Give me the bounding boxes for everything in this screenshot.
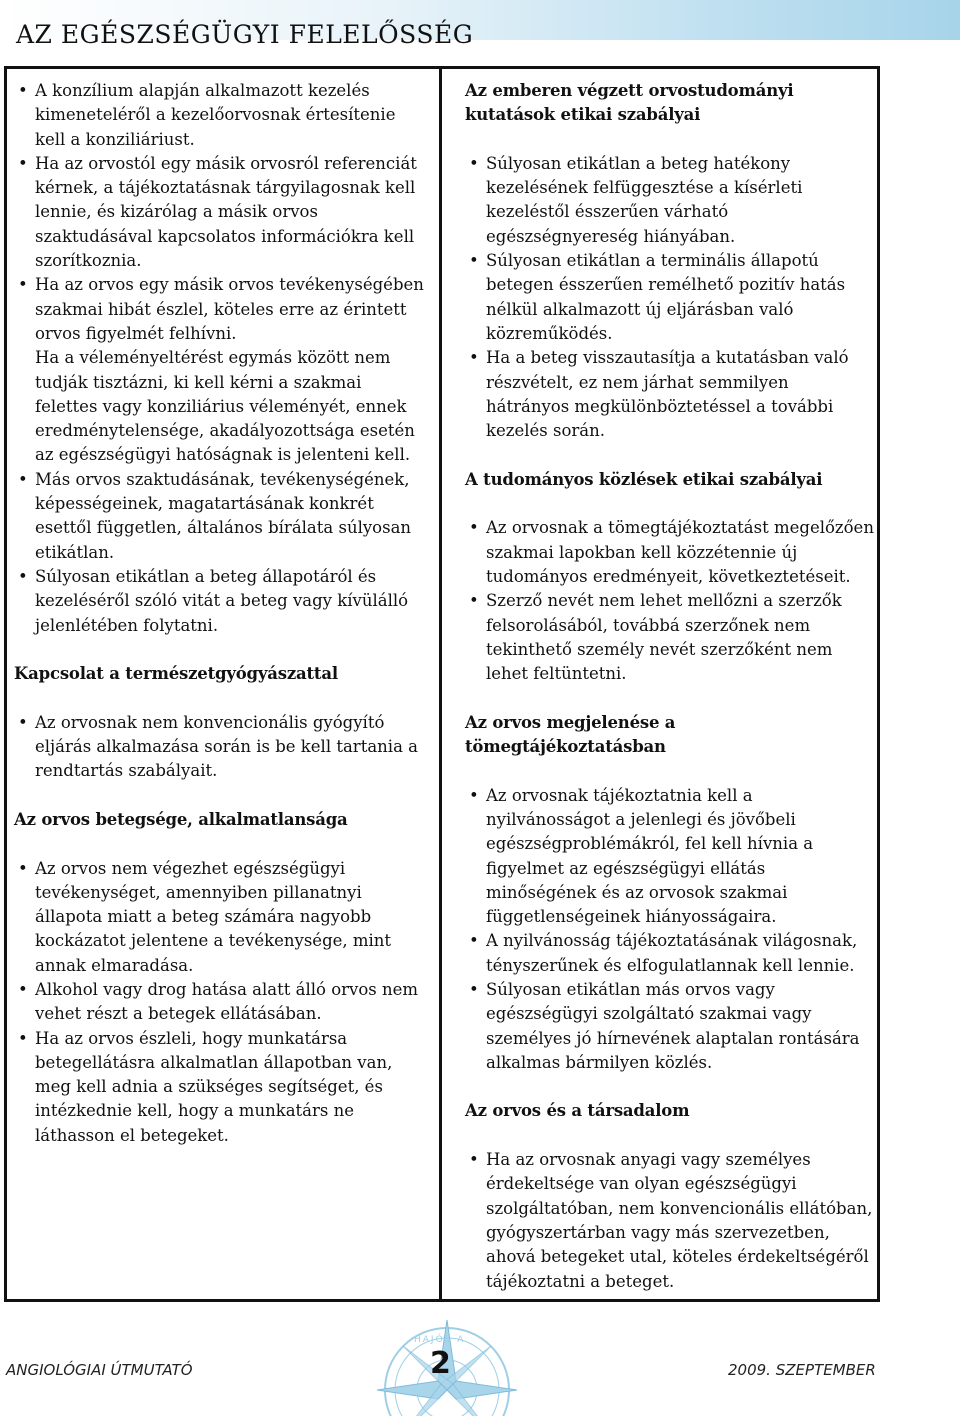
section-heading: Kapcsolat a természetgyógyászattal [14,664,338,684]
list-item: • Ha az orvos észleli, hogy munkatársa betegellátásra alkalmatlan állapotban van, meg kell adnia a szükséges segítséget, és intézkednie kell, hogy a munkatárs ne láthasson el betegeket. [18,1028,393,1145]
left-bullet-list-1 [14,79,424,346]
bullet-icon: • [18,979,28,999]
bullet-icon: • [469,251,479,271]
list-item: • Az orvos nem végezhet egészségügyi tevékenységet, amennyiben pillanatnyi állapota miatt a beteg számára nagyobb kockázatot jelentene a tevékenysége, mint annak elmaradása. [18,858,392,975]
bullet-icon: • [18,81,28,100]
bullet-icon: • [469,348,479,368]
page-title: AZ EGÉSZSÉGÜGYI FELELŐSSÉG [16,19,474,49]
section-heading: Az emberen végzett orvostudományi kutatások etikai szabályai [465,81,794,125]
list-item: • Ha a beteg visszautasítja a kutatásban való részvételt, ez nem járhat semmilyen hátrányos megkülönböztetéssel a további kezelés során. [469,348,849,441]
section-heading: A tudományos közlések etikai szabályai [465,469,823,489]
section-heading: Az orvos és a társadalom [465,1101,690,1121]
left-bullet-list-3 [14,711,424,784]
section-heading: Az orvos betegsége, alkalmatlansága [14,809,348,829]
bullet-icon: • [469,591,479,611]
bullet-icon: • [18,153,28,173]
list-item: • Alkohol vagy drog hatása alatt álló orvos nem vehet részt a betegek ellátásában. [18,979,419,1024]
footer-date: 2009. SZEPTEMBER [728,1361,876,1379]
list-item: • Súlyosan etikátlan a beteg hatékony kezelésének felfüggesztése a kísérleti kezeléstől ésszerűen várható egészségnyereség hiányában. [469,153,803,246]
right-bullet-list-2 [465,516,875,686]
list-item: • Súlyosan etikátlan a terminális állapotú betegen ésszerűen remélhető pozitív hatás nélkül alkalmazott új eljárásban való közreműködés. [469,251,846,343]
left-bullet-list-2 [14,468,424,638]
bullet-icon: • [469,1150,479,1170]
column-divider [439,66,442,1302]
right-column [465,79,875,1294]
bullet-icon: • [18,469,28,489]
bullet-icon: • [469,979,479,999]
right-bullet-list-4 [465,1148,875,1294]
bullet-icon: • [469,931,479,951]
bullet-icon: • [18,712,28,732]
list-item: • Súlyosan etikátlan a beteg állapotáról és kezeléséről szóló vitát a beteg vagy kívülálló jelenlétében folytatni. [18,566,409,635]
right-bullet-list-3 [465,784,875,1076]
compass-text: HAJÓS A [414,1335,466,1345]
bullet-icon: • [18,566,28,586]
footer-publication: ANGIOLÓGIAI ÚTMUTATÓ [6,1361,193,1379]
section-heading: Az orvos megjelenése a tömegtájékoztatásban [465,712,676,757]
list-item: • A konzílium alapján alkalmazott kezelés kimeneteléről a kezelőorvosnak értesítenie kell a konziliáriust. [18,81,396,149]
bullet-icon: • [18,858,28,878]
list-item: • Más orvos szaktudásának, tevékenységének, képességeinek, magatartásának konkrét esettől független, általános bírálata súlyosan etikátlan. [18,469,412,562]
list-item: • Az orvosnak a tömegtájékoztatást megelőzően szakmai lapokban kell közzétennie új tudományos eredményeit, következtetéseit. [469,518,874,586]
list-item: • Ha az orvos egy másik orvos tevékenységében szakmai hibát észlel, köteles erre az érintett orvos figyelmét felhívni. [18,275,424,343]
bullet-icon: • [469,518,479,538]
paragraph: Ha a véleményeltérést egymás között nem tudják tisztázni, ki kell kérni a szakmai felettes vagy konziliárius véleményét, ennek eredménytelensége, akadályozottsága esetén az egészségügyi hatóságnak is jelenteni kell. [35,348,415,465]
list-item: • Ha az orvostól egy másik orvosról referenciát kérnek, a tájékoztatásnak tárgyilagosnak kell lennie, és kizárólag a másik orvos szaktudásával kapcsolatos információkra kell szorítkoznia. [18,153,417,271]
bullet-icon: • [18,1028,28,1048]
right-bullet-list-1 [465,152,875,444]
list-item: • Ha az orvosnak anyagi vagy személyes érdekeltsége van olyan egészségügyi szolgáltatóban, nem konvencionális ellátóban, gyógyszertárban vagy más szervezetben, ahová betegeket utal, köteles érdekeltségéről tájékoztatni a beteget. [469,1150,873,1291]
bullet-icon: • [469,785,479,805]
list-item: • Súlyosan etikátlan más orvos vagy egészségügyi szolgáltató szakmai vagy személyes jó hírnevének alaptalan rontására alkalmas bármilyen közlés. [469,979,860,1072]
list-item: • Az orvosnak tájékoztatnia kell a nyilvánosságot a jelenlegi és jövőbeli egészségproblémákról, fel kell hívnia a figyelmet az egészségügyi ellátás minőségének és az orvosok szakmai függetlenségeinek hiányosságaira. [469,785,814,927]
bullet-icon: • [18,275,28,295]
page-number: 2 [430,1346,451,1381]
list-item: • Szerző nevét nem lehet mellőzni a szerzők felsorolásából, továbbá szerzőnek nem tekinthető személy nevét szerzőként nem lehet feltüntetni. [469,591,842,684]
bullet-icon: • [469,153,479,173]
list-item: • Az orvosnak nem konvencionális gyógyító eljárás alkalmazása során is be kell tartania a rendtartás szabályait. [18,712,418,781]
left-bullet-list-4 [14,857,424,1149]
list-item: • A nyilvánosság tájékoztatásának világosnak, tényszerűnek és elfogulatlannak kell lennie. [469,931,858,975]
left-column [14,79,424,1148]
